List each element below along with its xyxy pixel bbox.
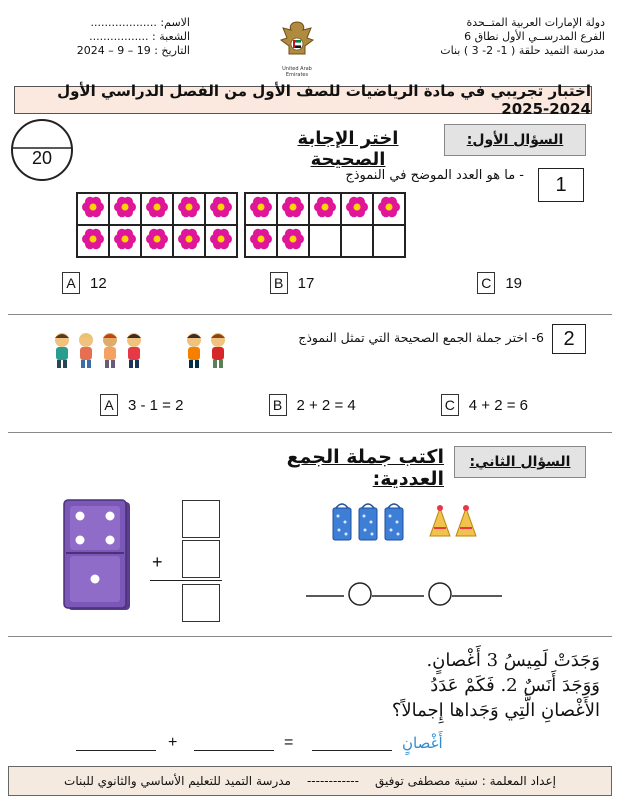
flower-icon [177,195,201,223]
divider [8,636,612,637]
item2-number-box: 2 [552,324,586,354]
header-school: مدرسة التميد حلقة ( 1- 2- 3 ) بنات [440,44,605,57]
flower-icon [145,227,169,255]
option-letter: B [269,394,287,416]
ten-frame-cell [205,193,237,225]
item2-option-b[interactable] [269,394,356,416]
flower-icon [345,195,369,223]
flower-icon [377,195,401,223]
option-value: 12 [90,274,107,292]
item2-prompt: 6- اختر جملة الجمع الصحيحة التي تمثل النموذج [298,330,544,345]
exam-title: اختبار تجريبي في مادة الرياضيات للصف الأول من الفصل الدراسي الأول 2024-2025 [14,86,592,114]
ten-frame-cell [77,193,109,225]
ten-frames [76,192,406,258]
ten-frame-cell [373,193,405,225]
domino [62,498,138,618]
flower-icon [281,227,305,255]
ten-frame-cell [173,225,205,257]
party-hats [428,504,480,544]
answer-blank-1[interactable] [76,750,156,751]
ten-frame-cell [205,225,237,257]
flower-icon [249,195,273,223]
item2-option-c[interactable] [441,394,528,416]
ten-frame-cell [109,193,141,225]
option-letter: C [441,394,459,416]
item2-options [100,394,528,416]
option-letter: C [477,272,495,294]
gift-bag-icon [330,500,410,544]
item1-number-box: 1 [538,168,584,202]
ten-frame-cell [173,193,205,225]
ten-frame-cell [245,225,277,257]
flower-icon [81,195,105,223]
question2-label: السؤال الثاني: [454,446,586,478]
header-branch: الفرع المدرســي الأول نطاق 6 [464,30,605,43]
flower-icon [81,227,105,255]
flower-icon [177,227,201,255]
answer-blank-3[interactable] [312,750,392,751]
footer-school: مدرسة التميد للتعليم الأساسي والثانوي للبنات [64,774,291,788]
student-name-field[interactable]: الاسم: ................... [90,16,190,29]
item1-options [62,272,522,294]
answer-plus: + [168,734,178,751]
flower-icon [281,195,305,223]
flower-icon [145,195,169,223]
option-value: 2 + 2 = 4 [296,396,356,414]
word-problem-line1: وَجَدَتْ لَمِيسُ 3 أَغْصانٍ. [426,650,600,671]
item1-option-a[interactable] [62,272,107,294]
question1-label: السؤال الأول: [444,124,586,156]
flower-icon [209,195,233,223]
ten-frame-cell [277,225,309,257]
ten-frame-cell [341,225,373,257]
option-letter: A [100,394,118,416]
answer-unit: أَغْصانٍ [402,734,443,752]
ten-frame-cell [141,225,173,257]
sum-line [150,580,222,581]
addend-box-bottom[interactable] [182,540,220,578]
footer [8,766,612,796]
score-circle [10,118,74,182]
domino-icon [62,498,138,614]
option-letter: A [62,272,80,294]
ten-frame-left [76,192,238,258]
children-group-four [50,330,150,374]
score-total: 20 [31,148,53,168]
addend-box-top[interactable] [182,500,220,538]
item1-option-c[interactable] [477,272,522,294]
flower-icon [113,195,137,223]
ten-frame-cell [245,193,277,225]
flower-icon [249,227,273,255]
uae-emblem [274,18,320,78]
option-value: 17 [297,274,315,292]
ten-frame-cell [109,225,141,257]
vertical-addition [150,500,224,624]
ten-frame-cell [309,225,341,257]
section-field[interactable]: الشعبة : ................. [89,30,190,43]
header-country: دولة الإمارات العربية المتــحدة [466,16,605,29]
answer-blank-2[interactable] [194,750,274,751]
item1-prompt: - ما هو العدد الموضح في النموذج [345,168,524,183]
option-value: 3 - 1 = 2 [128,396,184,414]
ten-frame-cell [277,193,309,225]
ten-frame-cell [373,225,405,257]
plus-sign: + [152,552,163,572]
exam-date: التاريخ : 19 – 9 – 2024 [76,44,190,57]
ten-frame-cell [341,193,373,225]
sum-box[interactable] [182,584,220,622]
flower-icon [209,227,233,255]
option-value: 19 [505,274,522,292]
footer-dashes: ------------ [306,774,359,788]
header-right-block [395,16,605,58]
two-children-icon [180,330,234,370]
option-letter: B [270,272,288,294]
question2-heading: اكتب جملة الجمع العددية: [286,446,444,490]
flower-icon [313,195,337,223]
answer-equals: = [284,734,294,751]
children-group-two [180,330,234,374]
word-problem-line3: الأَغْصانِ الَّتِي وَجَداها إِجمالاً؟ [391,700,600,721]
word-problem [190,648,600,723]
ten-frame-right [244,192,406,258]
answer-row [76,734,476,758]
header-left-block [20,16,190,58]
item1-option-b[interactable] [270,272,315,294]
divider [8,432,612,433]
gift-bags [330,500,410,548]
equation-blanks[interactable] [306,580,502,608]
falcon-emblem-icon [277,18,317,62]
party-hat-icon [428,504,480,540]
ten-frame-cell [141,193,173,225]
ten-frame-cell [309,193,341,225]
emblem-caption: United Arab Emirates [282,66,312,78]
flower-icon [113,227,137,255]
horizontal-equation [306,580,502,608]
option-value: 4 + 2 = 6 [468,396,528,414]
item2-option-a[interactable] [100,394,183,416]
four-children-icon [50,330,150,370]
ten-frame-cell [77,225,109,257]
question1-heading: اختر الإجابة الصحيحة [297,128,399,170]
footer-teacher: إعداد المعلمة : سنية مصطفى توفيق [374,774,556,788]
word-problem-line2: وَوَجَدَ أَنَسٌ 2. فَكَمْ عَدَدُ [430,675,600,696]
divider [8,314,612,315]
